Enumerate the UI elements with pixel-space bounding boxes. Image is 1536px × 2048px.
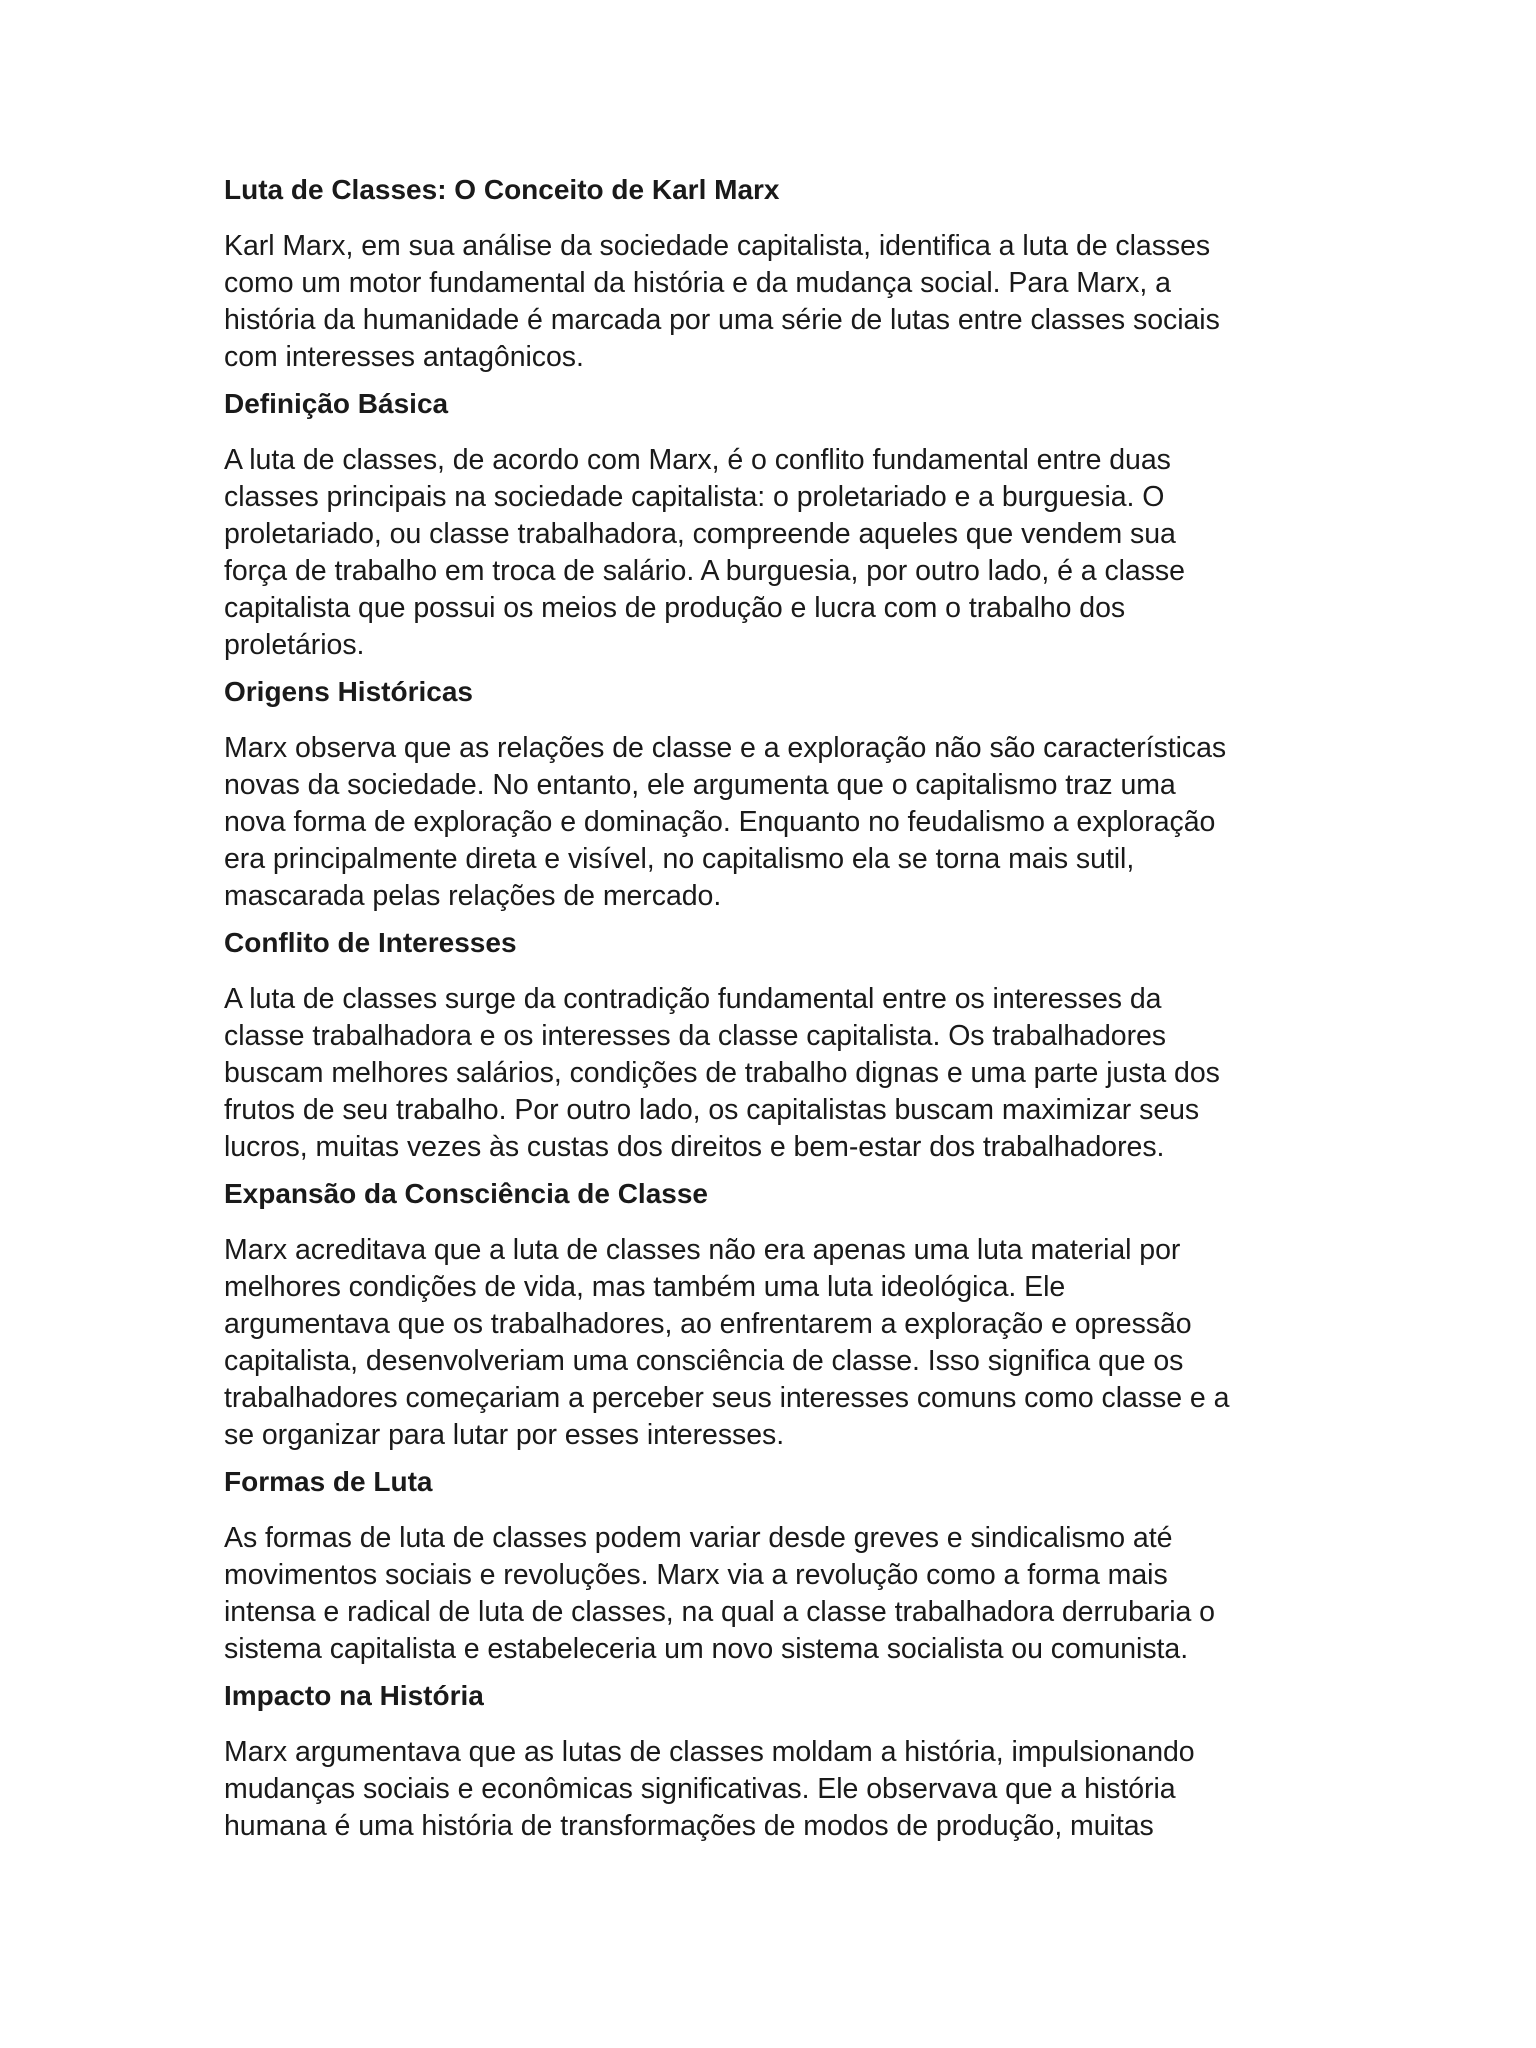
paragraph-line: A luta de classes, de acordo com Marx, é o conflito fundamental entre duas [224, 444, 1171, 476]
paragraph-line: mascarada pelas relações de mercado. [224, 880, 722, 912]
paragraph-line: sistema capitalista e estabeleceria um novo sistema socialista ou comunista. [224, 1633, 1189, 1665]
section-heading-origens: Origens Históricas [224, 676, 473, 707]
section-heading-conflito: Conflito de Interesses [224, 927, 517, 958]
paragraph-line: Marx argumentava que as lutas de classes moldam a história, impulsionando [224, 1736, 1195, 1768]
paragraph-line: A luta de classes surge da contradição fundamental entre os interesses da [224, 983, 1162, 1015]
paragraph-line: Marx observa que as relações de classe e a exploração não são características [224, 732, 1227, 764]
paragraph-line: lucros, muitas vezes às custas dos direitos e bem-estar dos trabalhadores. [224, 1131, 1165, 1163]
intro-paragraph [224, 228, 1344, 376]
paragraph-line: proletários. [224, 629, 365, 661]
paragraph-line: intensa e radical de luta de classes, na qual a classe trabalhadora derrubaria o [224, 1596, 1215, 1628]
paragraph-line: classes principais na sociedade capitalista: o proletariado e a burguesia. O [224, 481, 1165, 513]
paragraph-line: com interesses antagônicos. [224, 341, 584, 373]
paragraph-line: classe trabalhadora e os interesses da classe capitalista. Os trabalhadores [224, 1020, 1167, 1052]
section-paragraph-origens [224, 730, 1344, 915]
section-paragraph-conflito [224, 981, 1344, 1166]
paragraph-line: trabalhadores começariam a perceber seus interesses comuns como classe e a [224, 1382, 1230, 1414]
paragraph-line: capitalista que possui os meios de produção e lucra com o trabalho dos [224, 592, 1126, 624]
paragraph-line: frutos de seu trabalho. Por outro lado, os capitalistas buscam maximizar seus [224, 1094, 1200, 1126]
section-paragraph-definicao [224, 442, 1344, 664]
paragraph-line: história da humanidade é marcada por uma série de lutas entre classes sociais [224, 304, 1220, 336]
paragraph-line: As formas de luta de classes podem variar desde greves e sindicalismo até [224, 1522, 1173, 1554]
paragraph-line: era principalmente direta e visível, no capitalismo ela se torna mais sutil, [224, 843, 1135, 875]
section-heading-definicao: Definição Básica [224, 388, 449, 419]
section-paragraph-consciencia [224, 1232, 1344, 1454]
paragraph-line: se organizar para lutar por esses interesses. [224, 1419, 785, 1451]
paragraph-line: Karl Marx, em sua análise da sociedade capitalista, identifica a luta de classes [224, 230, 1211, 262]
paragraph-line: movimentos sociais e revoluções. Marx via a revolução como a forma mais [224, 1559, 1168, 1591]
paragraph-line: melhores condições de vida, mas também uma luta ideológica. Ele [224, 1271, 1066, 1303]
paragraph-line: argumentava que os trabalhadores, ao enfrentarem a exploração e opressão [224, 1308, 1192, 1340]
paragraph-line: proletariado, ou classe trabalhadora, compreende aqueles que vendem sua [224, 518, 1176, 550]
paragraph-line: nova forma de exploração e dominação. Enquanto no feudalismo a exploração [224, 806, 1216, 838]
paragraph-line: humana é uma história de transformações de modos de produção, muitas [224, 1810, 1154, 1842]
paragraph-line: novas da sociedade. No entanto, ele argumenta que o capitalismo traz uma [224, 769, 1176, 801]
paragraph-line: força de trabalho em troca de salário. A burguesia, por outro lado, é a classe [224, 555, 1185, 587]
paragraph-line: mudanças sociais e econômicas significativas. Ele observava que a história [224, 1773, 1176, 1805]
paragraph-line: buscam melhores salários, condições de trabalho dignas e uma parte justa dos [224, 1057, 1220, 1089]
document-title: Luta de Classes: O Conceito de Karl Marx [224, 174, 780, 205]
section-paragraph-formas [224, 1520, 1344, 1668]
section-paragraph-impacto [224, 1734, 1344, 1845]
document-page [224, 172, 1344, 1855]
paragraph-line: Marx acreditava que a luta de classes não era apenas uma luta material por [224, 1234, 1181, 1266]
paragraph-line: como um motor fundamental da história e da mudança social. Para Marx, a [224, 267, 1171, 299]
paragraph-line: capitalista, desenvolveriam uma consciência de classe. Isso significa que os [224, 1345, 1184, 1377]
section-heading-formas: Formas de Luta [224, 1466, 433, 1497]
section-heading-consciencia: Expansão da Consciência de Classe [224, 1178, 708, 1209]
section-heading-impacto: Impacto na História [224, 1680, 484, 1711]
